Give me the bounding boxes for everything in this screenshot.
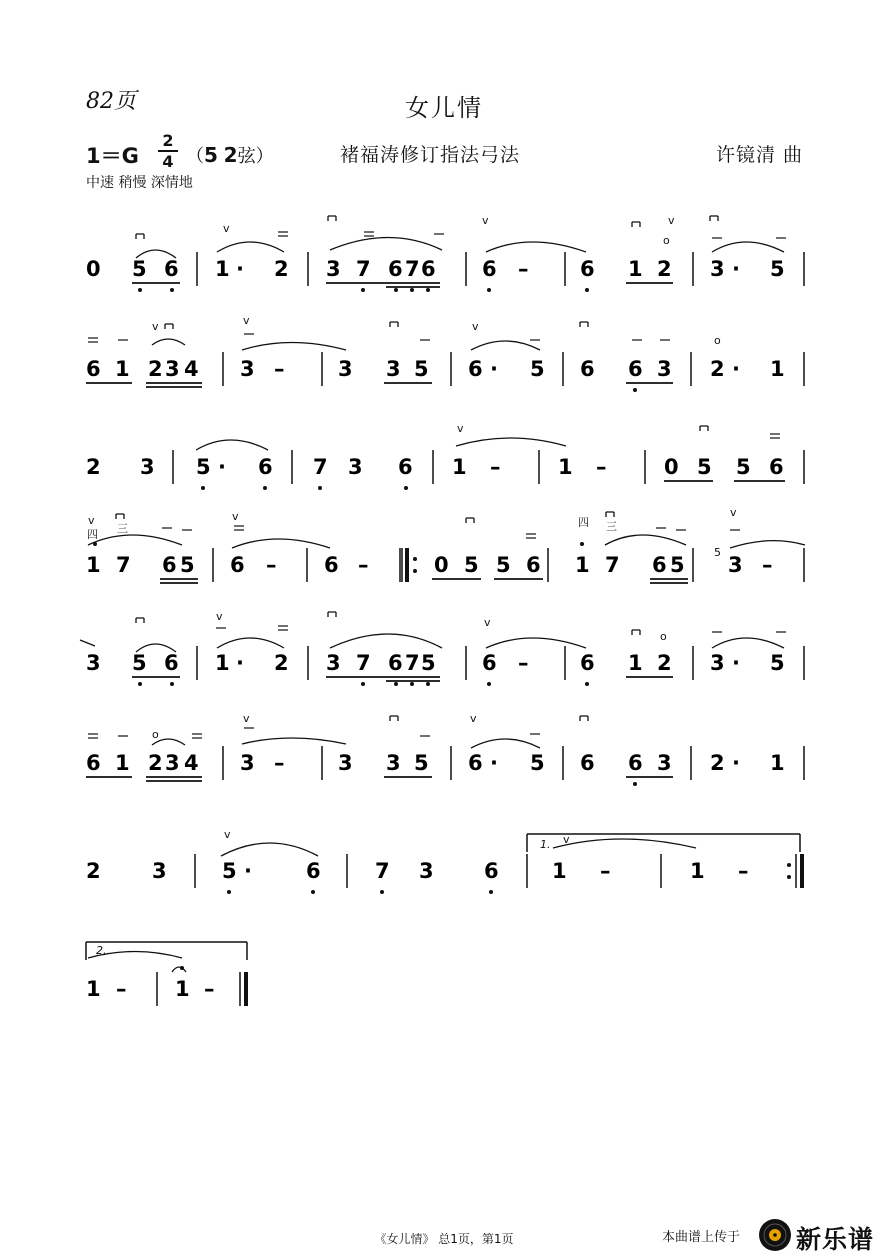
svg-text:0: 0 xyxy=(664,455,679,479)
svg-text:6: 6 xyxy=(652,553,667,577)
svg-text:6: 6 xyxy=(162,553,177,577)
svg-text:2: 2 xyxy=(657,651,672,675)
svg-text:6: 6 xyxy=(468,751,483,775)
svg-text:6: 6 xyxy=(526,553,541,577)
svg-text:3: 3 xyxy=(348,455,363,479)
svg-text:v: v xyxy=(243,712,250,725)
svg-text:–: – xyxy=(204,977,215,1001)
svg-text:3: 3 xyxy=(338,751,353,775)
svg-text:1: 1 xyxy=(175,977,190,1001)
svg-text:v: v xyxy=(457,422,464,435)
key-signature: 1＝G xyxy=(86,144,139,168)
svg-text:6: 6 xyxy=(580,357,595,381)
svg-text:–: – xyxy=(518,257,529,281)
svg-text:6: 6 xyxy=(769,455,784,479)
svg-text:5: 5 xyxy=(414,357,429,381)
svg-text:3: 3 xyxy=(165,357,180,381)
svg-text:–: – xyxy=(762,553,773,577)
time-signature-top: 2 xyxy=(162,131,174,150)
svg-text:3: 3 xyxy=(386,357,401,381)
svg-text:5: 5 xyxy=(770,257,785,281)
svg-text:6: 6 xyxy=(86,357,101,381)
svg-text:–: – xyxy=(490,455,501,479)
svg-text:6: 6 xyxy=(324,553,339,577)
tuning-note-low: 5 xyxy=(204,143,218,167)
svg-text:1: 1 xyxy=(558,455,573,479)
svg-text:5: 5 xyxy=(180,553,195,577)
svg-text:v: v xyxy=(243,314,250,327)
upload-credit: 本曲谱上传于 xyxy=(662,1230,741,1245)
svg-text:3: 3 xyxy=(152,859,167,883)
svg-text:5: 5 xyxy=(464,553,479,577)
svg-text:o: o xyxy=(663,234,670,247)
svg-text:·: · xyxy=(732,257,740,281)
svg-text:3: 3 xyxy=(165,751,180,775)
svg-text:4: 4 xyxy=(184,751,199,775)
vinyl-record-icon xyxy=(758,1218,792,1252)
svg-text:2: 2 xyxy=(710,357,725,381)
svg-text:–: – xyxy=(358,553,369,577)
svg-text:3: 3 xyxy=(140,455,155,479)
svg-text:o: o xyxy=(660,630,667,643)
svg-text:·: · xyxy=(236,257,244,281)
svg-text:5: 5 xyxy=(530,357,545,381)
volta-2-label: 2. xyxy=(96,944,107,957)
svg-text:5: 5 xyxy=(132,651,147,675)
svg-text:–: – xyxy=(600,859,611,883)
svg-text:3: 3 xyxy=(86,651,101,675)
svg-text:v: v xyxy=(484,616,491,629)
volta-1-label: 1. xyxy=(540,838,551,851)
svg-text:1: 1 xyxy=(575,553,590,577)
svg-text:2: 2 xyxy=(274,257,289,281)
svg-text:·: · xyxy=(244,859,252,883)
svg-text:7: 7 xyxy=(375,859,390,883)
svg-text:3: 3 xyxy=(240,357,255,381)
svg-text:2: 2 xyxy=(710,751,725,775)
svg-text:–: – xyxy=(266,553,277,577)
svg-text:6: 6 xyxy=(628,357,643,381)
svg-text:2: 2 xyxy=(148,751,163,775)
svg-text:·: · xyxy=(732,357,740,381)
svg-text:0: 0 xyxy=(434,553,449,577)
svg-text:7: 7 xyxy=(405,651,420,675)
svg-text:5: 5 xyxy=(421,651,436,675)
svg-text:6: 6 xyxy=(580,751,595,775)
svg-text:6: 6 xyxy=(421,257,436,281)
svg-text:3: 3 xyxy=(657,357,672,381)
svg-text:5: 5 xyxy=(736,455,751,479)
svg-text:1: 1 xyxy=(770,357,785,381)
svg-text:1: 1 xyxy=(452,455,467,479)
svg-text:v: v xyxy=(668,214,675,227)
svg-text:·: · xyxy=(236,651,244,675)
grace-note: 5 xyxy=(714,546,721,559)
brand-logo-text[interactable]: 新乐谱 xyxy=(796,1225,875,1254)
svg-text:–: – xyxy=(596,455,607,479)
svg-text:6: 6 xyxy=(164,257,179,281)
svg-text:1: 1 xyxy=(552,859,567,883)
svg-text:2: 2 xyxy=(148,357,163,381)
svg-text:6: 6 xyxy=(258,455,273,479)
svg-text:–: – xyxy=(518,651,529,675)
svg-text:6: 6 xyxy=(628,751,643,775)
svg-text:6: 6 xyxy=(580,257,595,281)
tuning-label: 弦） xyxy=(237,146,274,167)
svg-text:1: 1 xyxy=(628,257,643,281)
svg-text:5: 5 xyxy=(496,553,511,577)
svg-text:5: 5 xyxy=(770,651,785,675)
svg-text:1: 1 xyxy=(215,651,230,675)
page-footer: 《女儿情》 总1页，第1页 xyxy=(374,1232,514,1246)
svg-text:7: 7 xyxy=(356,651,371,675)
svg-text:6: 6 xyxy=(164,651,179,675)
svg-text:6: 6 xyxy=(86,751,101,775)
svg-text:4: 4 xyxy=(184,357,199,381)
svg-text:5: 5 xyxy=(697,455,712,479)
svg-text:6: 6 xyxy=(306,859,321,883)
svg-text:v: v xyxy=(472,320,479,333)
svg-text:2: 2 xyxy=(86,455,101,479)
svg-text:1: 1 xyxy=(115,357,130,381)
svg-text:7: 7 xyxy=(605,553,620,577)
tempo-marking: 中速 稍慢 深情地 xyxy=(86,175,193,191)
svg-text:四: 四 xyxy=(578,516,589,529)
svg-text:v: v xyxy=(482,214,489,227)
svg-text:3: 3 xyxy=(657,751,672,775)
svg-text:·: · xyxy=(490,357,498,381)
svg-text:5: 5 xyxy=(670,553,685,577)
finger-three-marking: 三 xyxy=(117,522,128,535)
svg-text:1: 1 xyxy=(215,257,230,281)
svg-text:3: 3 xyxy=(419,859,434,883)
svg-text:1: 1 xyxy=(628,651,643,675)
svg-text:6: 6 xyxy=(482,651,497,675)
svg-text:5: 5 xyxy=(222,859,237,883)
svg-text:v: v xyxy=(152,320,159,333)
svg-text:1: 1 xyxy=(115,751,130,775)
svg-text:5: 5 xyxy=(414,751,429,775)
svg-text:2: 2 xyxy=(86,859,101,883)
svg-text:–: – xyxy=(116,977,127,1001)
svg-text:3: 3 xyxy=(728,553,743,577)
svg-text:3: 3 xyxy=(240,751,255,775)
svg-text:三: 三 xyxy=(606,520,617,533)
svg-text:1: 1 xyxy=(86,977,101,1001)
finger-four-marking: 四 xyxy=(87,528,98,541)
svg-text:o: o xyxy=(714,334,721,347)
svg-text:–: – xyxy=(738,859,749,883)
svg-text:3: 3 xyxy=(338,357,353,381)
svg-text:6: 6 xyxy=(484,859,499,883)
svg-text:·: · xyxy=(218,455,226,479)
svg-text:–: – xyxy=(274,751,285,775)
svg-text:·: · xyxy=(490,751,498,775)
tuning-note-high: 2 xyxy=(223,143,238,167)
svg-text:3: 3 xyxy=(710,651,725,675)
svg-text:·: · xyxy=(732,751,740,775)
svg-text:6: 6 xyxy=(580,651,595,675)
svg-text:3: 3 xyxy=(326,651,341,675)
reviser-credit: 褚福涛修订指法弓法 xyxy=(340,144,521,166)
svg-text:6: 6 xyxy=(230,553,245,577)
svg-text:7: 7 xyxy=(356,257,371,281)
svg-text:v: v xyxy=(224,828,231,841)
composer-credit: 许镜清 曲 xyxy=(716,144,804,166)
svg-text:6: 6 xyxy=(388,257,403,281)
svg-text:5: 5 xyxy=(530,751,545,775)
svg-text:5: 5 xyxy=(196,455,211,479)
svg-text:o: o xyxy=(152,728,159,741)
svg-text:v: v xyxy=(470,712,477,725)
svg-text:v: v xyxy=(216,610,223,623)
svg-text:1: 1 xyxy=(770,751,785,775)
tuning-open-paren: （ xyxy=(186,146,204,167)
svg-text:v: v xyxy=(223,222,230,235)
svg-text:7: 7 xyxy=(313,455,328,479)
song-title: 女儿情 xyxy=(405,94,483,122)
svg-text:2: 2 xyxy=(657,257,672,281)
svg-text:6: 6 xyxy=(482,257,497,281)
svg-text:1: 1 xyxy=(690,859,705,883)
svg-text:1: 1 xyxy=(86,553,101,577)
svg-text:0: 0 xyxy=(86,257,101,281)
svg-text:3: 3 xyxy=(710,257,725,281)
svg-text:5: 5 xyxy=(132,257,147,281)
svg-text:6: 6 xyxy=(468,357,483,381)
svg-text:–: – xyxy=(274,357,285,381)
svg-text:·: · xyxy=(732,651,740,675)
svg-text:3: 3 xyxy=(386,751,401,775)
svg-text:7: 7 xyxy=(405,257,420,281)
time-signature-bottom: 4 xyxy=(162,152,174,171)
svg-text:v: v xyxy=(563,833,570,846)
svg-text:7: 7 xyxy=(116,553,131,577)
svg-text:6: 6 xyxy=(388,651,403,675)
svg-text:v: v xyxy=(730,506,737,519)
svg-text:6: 6 xyxy=(398,455,413,479)
svg-text:2: 2 xyxy=(274,651,289,675)
svg-text:v: v xyxy=(88,514,95,527)
page-number: 82页 xyxy=(86,89,136,114)
svg-text:3: 3 xyxy=(326,257,341,281)
svg-text:v: v xyxy=(232,510,239,523)
